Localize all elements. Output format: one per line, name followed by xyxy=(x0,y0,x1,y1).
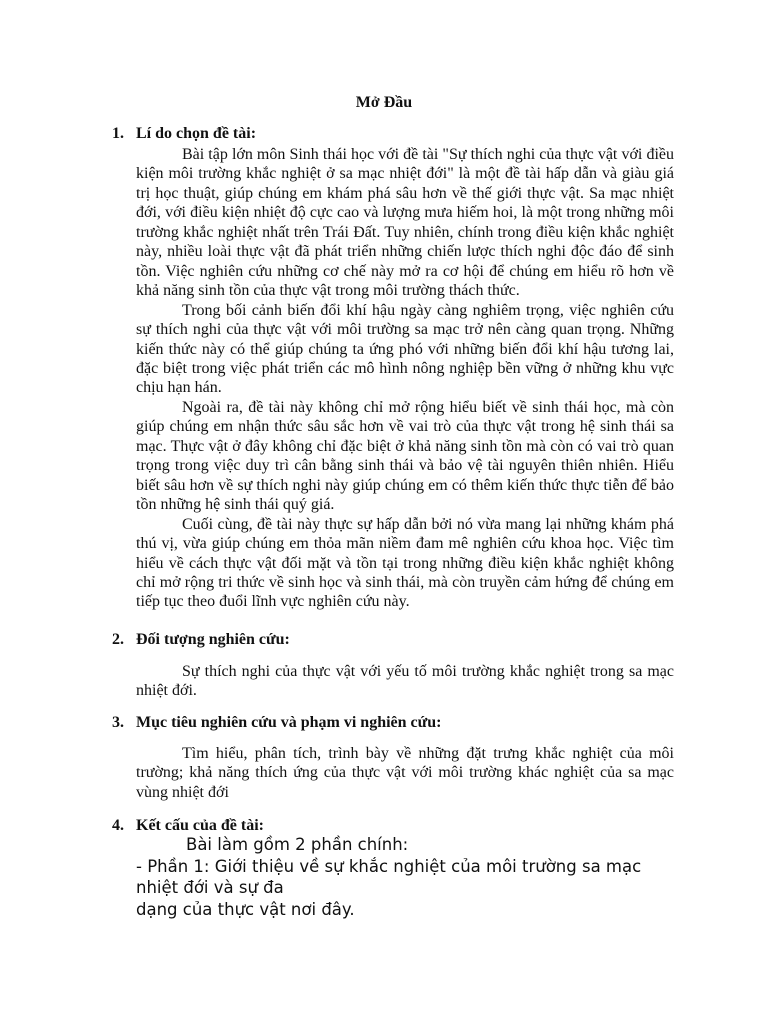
text-line: dạng của thực vật nơi đây. xyxy=(136,899,355,919)
text-line: Bài làm gồm 2 phần chính: xyxy=(186,835,409,854)
text-line: nhiệt đới và sự đa xyxy=(136,878,284,897)
paragraph: Tìm hiểu, phân tích, trình bày về những đặt trưng khắc nghiệt của môi trường; khả năng thích ứng của thực vật với môi trường khác nghiệt của sa mạc vùng nhiệt đới xyxy=(136,745,674,801)
section-3-heading xyxy=(112,714,441,732)
section-4-heading xyxy=(112,817,264,835)
section-1-body xyxy=(136,145,674,612)
text-line: - Phần 1: Giới thiệu về sự khắc nghiệt của môi trường sa mạc xyxy=(136,856,642,876)
section-title: Kết cấu của đề tài: xyxy=(136,817,264,834)
paragraph: Cuối cùng, đề tài này thực sự hấp dẫn bởi nó vừa mang lại những khám phá thú vị, vừa giúp chúng em thỏa mãn niềm đam mê nghiên cứu khoa học. Việc tìm hiểu về cách thực vật đối mặt và tồn tại trong những điều kiện khắc nghiệt không chỉ mở rộng tri thức về sinh học và sinh thái, mà còn truyền cảm hứng để chúng em tiếp tục theo đuổi lĩnh vực nghiên cứu này. xyxy=(136,515,674,611)
section-title: Đối tượng nghiên cứu: xyxy=(136,631,290,648)
section-3-body xyxy=(136,744,674,802)
paragraph: Sự thích nghi của thực vật với yếu tố môi trường khắc nghiệt trong sa mạc nhiệt đới. xyxy=(136,663,674,700)
page-title: Mở Đầu xyxy=(355,94,413,111)
paragraph: Trong bối cảnh biến đổi khí hậu ngày càng nghiêm trọng, việc nghiên cứu sự thích nghi của thực vật với môi trường sa mạc trở nên càng quan trọng. Những kiến thức này có thể giúp chúng ta ứng phó với những biến đổi khí hậu tương lai, đặc biệt trong việc phát triển các mô hình nông nghiệp bền vững ở những khu vực chịu hạn hán. xyxy=(136,301,674,397)
section-number: 3. xyxy=(112,714,124,731)
section-1-heading xyxy=(112,125,256,143)
section-number: 1. xyxy=(112,125,124,142)
section-2-heading xyxy=(112,631,290,649)
paragraph: Ngoài ra, đề tài này không chỉ mở rộng hiểu biết về sinh thái học, mà còn giúp chúng em nhận thức sâu sắc hơn về vai trò của thực vật trong hệ sinh thái sa mạc. Thực vật ở đây không chỉ đặc biệt ở khả năng sinh tồn mà còn có vai trò quan trọng trong việc duy trì cân bằng sinh thái và bảo vệ tài nguyên thiên nhiên. Hiểu biết sâu hơn về sự thích nghi này giúp chúng em có thêm kiến thức thực tiễn để bảo tồn những hệ sinh thái quý giá. xyxy=(136,398,674,514)
section-4-body xyxy=(136,834,696,920)
section-title: Mục tiêu nghiên cứu và phạm vi nghiên cứu: xyxy=(136,714,442,731)
section-title: Lí do chọn đề tài: xyxy=(136,125,257,142)
paragraph: Bài tập lớn môn Sinh thái học với đề tài "Sự thích nghi của thực vật với điều kiện môi trường khắc nghiệt ở sa mạc nhiệt đới" là một đề tài hấp dẫn và giàu giá trị học thuật, giúp chúng em khám phá sâu hơn về thế giới thực vật. Sa mạc nhiệt đới, với điều kiện nhiệt độ cực cao và lượng mưa hiếm hoi, là một trong những môi trường khắc nghiệt nhất trên Trái Đất. Tuy nhiên, chính trong điều kiện khắc nghiệt này, nhiều loài thực vật đã phát triển những chiến lược thích nghi độc đáo để sinh tồn. Việc nghiên cứu những cơ chế này mở ra cơ hội để chúng em hiểu rõ hơn về khả năng sinh tồn của thực vật trong môi trường thách thức. xyxy=(136,146,674,300)
section-number: 4. xyxy=(112,817,124,834)
section-2-body xyxy=(136,662,674,701)
section-number: 2. xyxy=(112,631,124,648)
